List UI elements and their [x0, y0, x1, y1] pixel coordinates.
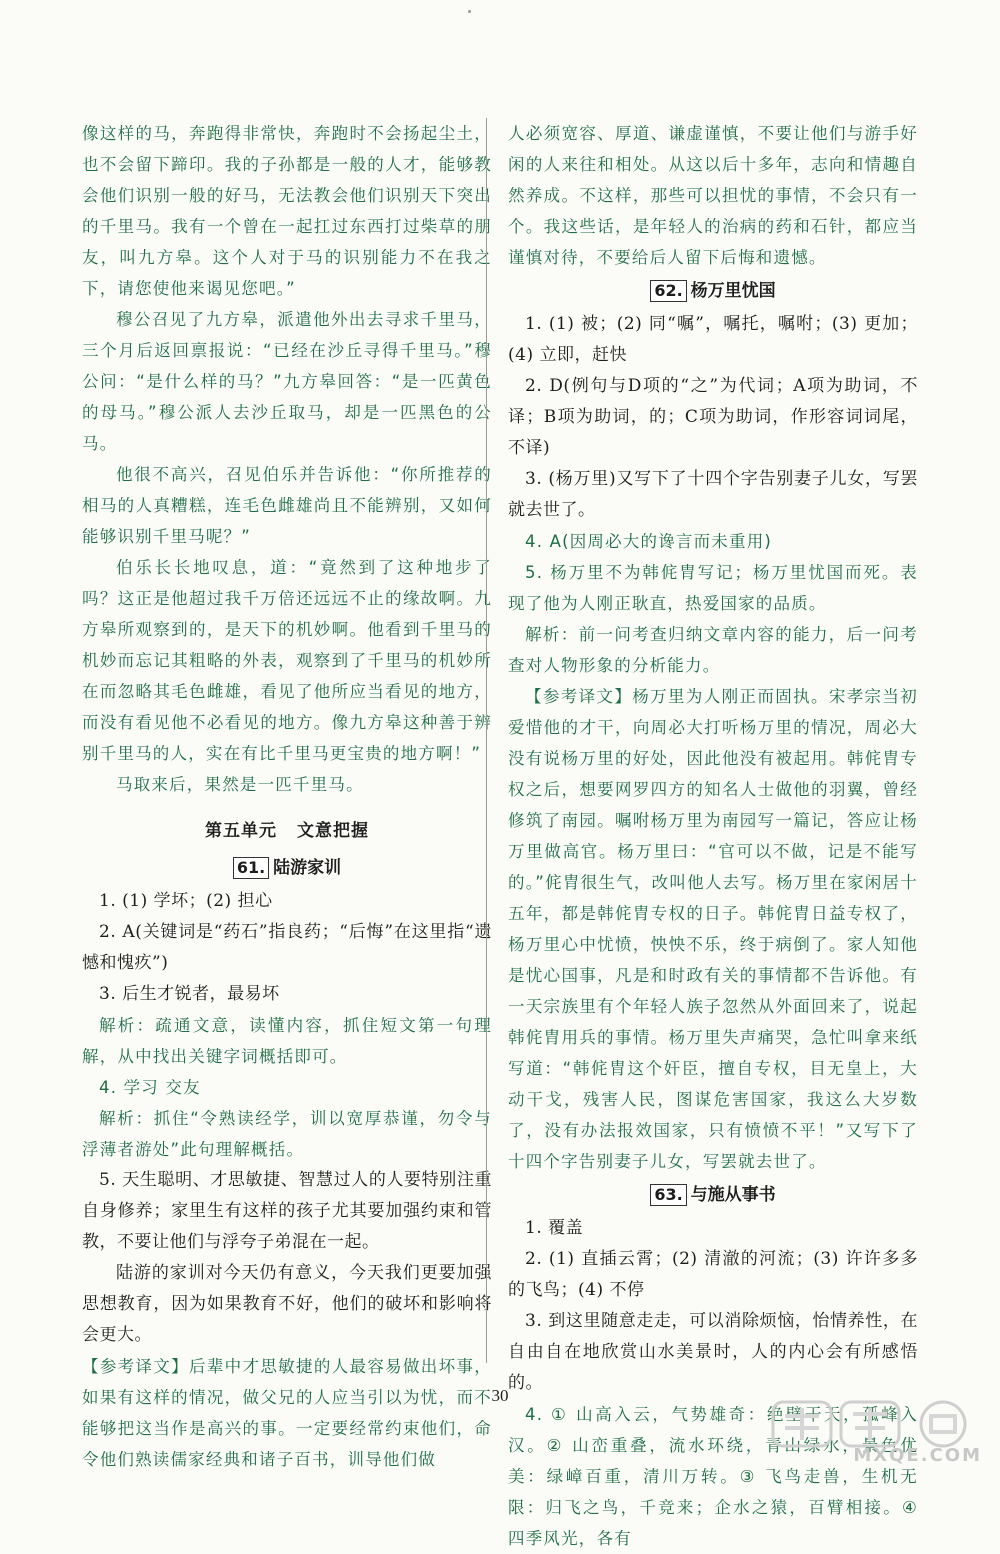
reference-translation [82, 1351, 492, 1475]
translation-paragraph: 穆公召见了九方皋，派遣他外出去寻求千里马，三个月后返回禀报说：“已经在沙丘寻得千里马。”穆公问：“是什么样的马？”九方皋回答：“是一匹黄色的母马。”穆公派人去沙丘取马，却是一匹黑色的公马。 [82, 310, 492, 453]
reference-tag: 【参考译文】 [82, 1357, 189, 1376]
left-column [82, 118, 492, 1475]
answer-item: 4. 学习 交友 [99, 1078, 201, 1097]
answer-item: 3. 后生才锐者，最易坏 [99, 984, 280, 1004]
answer-item: 陆游的家训对今天仍有意义，今天我们更要加强思想教育，因为如果教育不好，他们的破坏和影响将会更大。 [82, 1263, 492, 1345]
answer-item: 3. 到这里随意走走，可以消除烦恼，怡情养性，在自由自在地欣赏山水美景时，人的内心会有所感悟的。 [508, 1311, 918, 1393]
section-number: 63. [650, 1184, 686, 1206]
answer-note: 解析：前一问考查归纳文章内容的能力，后一问考查对人物形象的分析能力。 [508, 625, 918, 675]
right-column [508, 118, 918, 1554]
answer-item: 1. (1) 学坏；(2) 担心 [99, 891, 273, 911]
column-divider [486, 118, 487, 1363]
translation-paragraph: 马取来后，果然是一匹千里马。 [116, 775, 364, 794]
unit-heading [82, 814, 492, 848]
unit-subtitle: 文意把握 [297, 821, 369, 841]
reference-text: 后辈中才思敏捷的人最容易做出坏事，如果有这样的情况，做父兄的人应当引以为忧，而不能够把这当作是高兴的事。一定要经常约束他们，命令他们熟读儒家经典和诸子百书，训导他们做 [82, 1357, 493, 1469]
reference-tag: 【参考译文】 [525, 687, 633, 706]
section-heading-63 [508, 1179, 918, 1211]
translation-paragraph: 像这样的马，奔跑得非常快，奔跑时不会扬起尘土，也不会留下蹄印。我的子孙都是一般的人才，能够教会他们识别一般的好马，无法教会他们识别天下突出的千里马。我有一个曾在一起扛过东西打过柴草的朋友，叫九方皋。这个人对于马的识别能力不在我之下，请您使他来谒见您吧。” [82, 124, 492, 298]
watermark-site: MXQE.COM [853, 1445, 982, 1466]
translation-paragraph: 人必须宽容、厚道、谦虚谨慎，不要让他们与游手好闲的人来往和相处。从这以后十多年，志向和情趣自然养成。不这样，那些可以担忧的事情，不会只有一个。我这些话，是年轻人的治病的药和石针，都应当谨慎对待，不要给后人留下后悔和遗憾。 [508, 124, 918, 267]
answer-note: 解析：抓住“令熟读经学，训以宽厚恭谨，勿令与浮薄者游处”此句理解概括。 [82, 1109, 492, 1159]
watermark-logo [771, 1398, 986, 1450]
answer-item: 5. 天生聪明、才思敏捷、智慧过人的人要特别注重自身修养；家里生有这样的孩子尤其要加强约束和管教，不要让他们与浮夸子弟混在一起。 [82, 1170, 492, 1252]
answer-item: 3. (杨万里)又写下了十四个字告别妻子儿女，写罢就去世了。 [508, 469, 918, 520]
section-heading-61 [82, 852, 492, 884]
section-title: 杨万里忧国 [690, 281, 776, 301]
section-heading-62 [508, 275, 918, 307]
answer-item: 1. (1) 被；(2) 同“嘱”，嘱托，嘱咐；(3) 更加；(4) 立即，赶快 [508, 314, 918, 365]
section-title: 陆游家训 [273, 858, 342, 878]
unit-title: 第五单元 [205, 821, 277, 841]
answer-item: 5. 杨万里不为韩侂胄写记；杨万里忧国而死。表现了他为人刚正耿直，热爱国家的品质。 [508, 563, 918, 613]
translation-paragraph: 伯乐长长地叹息，道：“竟然到了这种地步了吗？这正是他超过我千万倍还远远不止的缘故啊。九方皋所观察到的，是天下的机妙啊。他看到千里马的机妙而忘记其粗略的外表，观察到了千里马的机妙所在而忽略其毛色雌雄，看见了他所应当看见的地方，而没有看见他不必看见的地方。像九方皋这种善于辨别千里马的人，实在有比千里马更宝贵的地方啊！” [82, 558, 492, 763]
translation-paragraph: 他很不高兴，召见伯乐并告诉他：“你所推荐的相马的人真糟糕，连毛色雌雄尚且不能辨别，又如何能够识别千里马呢？” [82, 465, 492, 546]
section-number: 62. [650, 280, 686, 302]
reference-translation [508, 681, 918, 1177]
section-number: 61. [233, 857, 269, 879]
answer-item: 4. A(因周必大的谗言而未重用) [525, 532, 773, 551]
answer-item: 2. D(例句与D项的“之”为代词；A项为助词，不译；B项为助词，的；C项为助词，作形容词词尾，不译) [508, 376, 918, 458]
section-title: 与施从事书 [690, 1185, 776, 1205]
page-number: 30 [491, 1386, 509, 1405]
answer-item: 2. A(关键词是“药石”指良药；“后悔”在这里指“遗憾和愧疚”) [82, 922, 492, 973]
reference-text: 杨万里为人刚正而固执。宋孝宗当初爱惜他的才干，向周必大打听杨万里的情况，周必大没有说杨万里的好处，因此他没有被起用。韩侂胄专权之后，想要网罗四方的知名人士做他的羽翼，曾经修筑了南园。嘱咐杨万里为南园写一篇记，答应让杨万里做高官。杨万里曰：“官可以不做，记是不能写的。”侂胄很生气，改叫他人去写。杨万里在家闲居十五年，都是韩侂胄专权的日子。韩侂胄日益专权了，杨万里心中忧愤，怏怏不乐，终于病倒了。家人知他是忧心国事，凡是和时政有关的事情都不告诉他。有一天宗族里有个年轻人族子忽然从外面回来了，说起韩侂胄用兵的事情。杨万里失声痛哭，急忙叫拿来纸写道：“韩侂胄这个奸臣，擅自专权，目无皇上，大动干戈，残害人民，图谋危害国家，我这么大岁数了，没有办法报效国家，只有愤愤不平！”又写下了十四个字告别妻子儿女，写罢就去世了。 [508, 687, 919, 1171]
answer-item: 4. ① 山高入云，气势雄奇：绝壁干天，孤峰入汉。② 山峦重叠，流水环绕，青山绿水，景色优美：绿嶂百重，清川万转。③ 飞鸟走兽，生机无限：归飞之鸟，千竞来；企水之猿，百臂相接。④ 四季风光，各有 [508, 1405, 918, 1548]
answer-note: 解析：疏通文意，读懂内容，抓住短文第一句理解，从中找出关键字词概括即可。 [82, 1016, 492, 1066]
answer-item: 2. (1) 直插云霄；(2) 清澈的河流；(3) 许许多多的飞鸟；(4) 不停 [508, 1249, 918, 1300]
scan-speck [468, 10, 471, 13]
answer-item: 1. 覆盖 [525, 1218, 584, 1238]
